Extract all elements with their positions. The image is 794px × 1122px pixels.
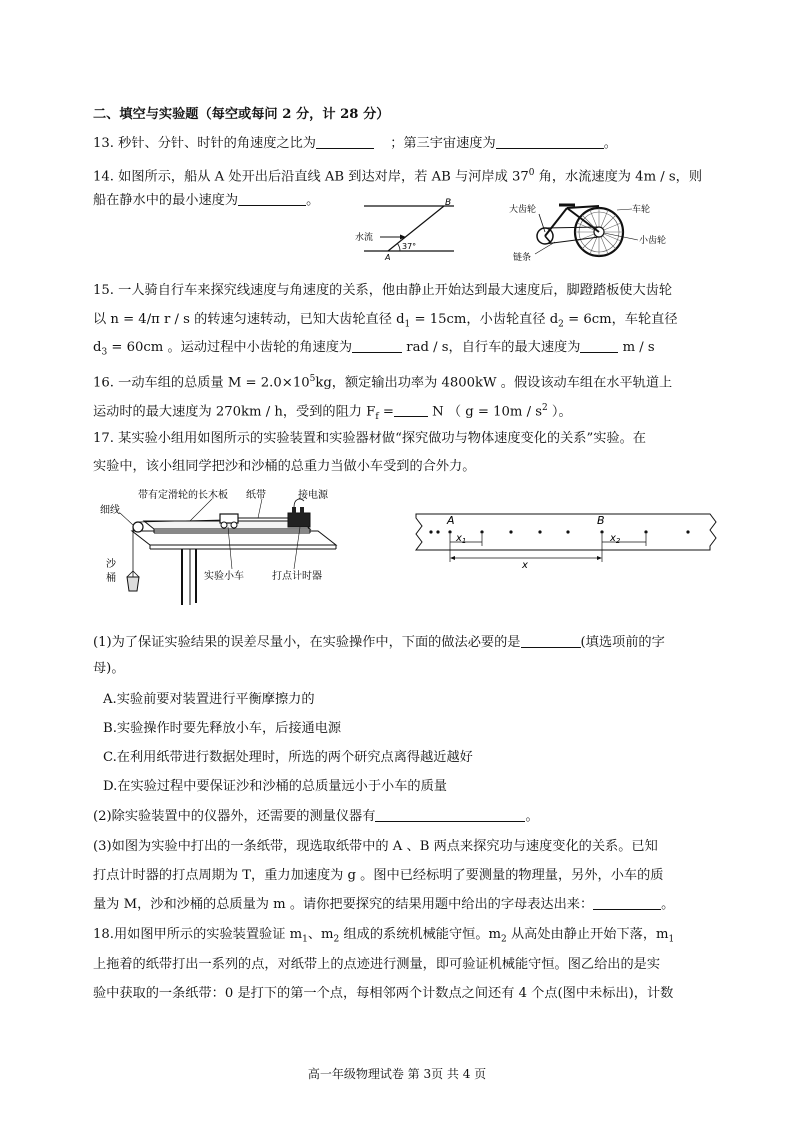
label-cart: 实验小车: [204, 571, 244, 582]
label-board: 带有定滑轮的长木板: [138, 490, 228, 501]
q17-part-1-line-1: (1)为了保证实验结果的误差尽量小，在实验操作中，下面的做法必要的是 (填选项前的字: [93, 635, 665, 650]
q17-part-3-line-2: 打点计时器的打点周期为 T，重力加速度为 g 。图中已经标明了要测量的物理量，另外，小车的质: [93, 868, 664, 883]
question-15-line-2: 以 n = 4/π r / s 的转速匀速转动，已知大齿轮直径 $d_1 = 15cm$，小齿轮直径 $d_2 = 6cm$，车轮直径: [93, 312, 678, 330]
answer-blank[interactable]: [316, 135, 374, 149]
label-B: B: [445, 198, 452, 208]
option-d: D.在实验过程中要保证沙和沙桶的总质量远小于小车的质量: [103, 779, 447, 794]
label-angle: 37°: [402, 242, 417, 251]
q17-part-1-line-2: 母)。: [93, 661, 125, 676]
question-15-line-1: 15. 一人骑自行车来探究线速度与角速度的关系，他由静止开始达到最大速度后，脚蹬踏板使大齿轮: [93, 283, 673, 298]
question-13: 13. 秒针、分针、时针的角速度之比为 ；第三宇宙速度为 。: [93, 136, 617, 151]
label-string: 细线: [100, 505, 120, 516]
label-power: 接电源: [298, 490, 328, 501]
question-15-line-3: $d_3 = 60cm$ 。运动过程中小齿轮的角速度为 rad / s，自行车的最大速度为 m / s: [93, 340, 655, 358]
label-B: B: [597, 514, 605, 527]
page-footer: 高一年级物理试卷 第 3页 共 4 页: [307, 1067, 487, 1081]
answer-blank[interactable]: [521, 634, 581, 648]
question-18-line-3: 验中获取的一条纸带：0 是打下的第一个点，每相邻两个计数点之间还有 4 个点(图中未标出)，计数: [93, 986, 674, 1001]
question-14-line-1: 14. 如图所示，船从 A 处开出后沿直线 AB 到达对岸，若 AB 与河岸成 $37^0$ 角，水流速度为 4m / s，则: [93, 168, 703, 185]
question-16-line-1: 16. 一动车组的总质量 $M = 2.0\times 10^5kg$，额定输出功率为 4800kW 。假设该动车组在水平轨道上: [93, 374, 673, 391]
answer-blank[interactable]: [352, 339, 402, 353]
q17-part-2: (2)除实验装置中的仪器外，还需要的测量仪器有 。: [93, 809, 539, 824]
answer-blank[interactable]: [238, 192, 306, 206]
label-big-gear: 大齿轮: [509, 205, 537, 215]
label-x: x: [522, 560, 528, 571]
label-x1: $x_1$: [456, 533, 467, 545]
answer-blank[interactable]: [496, 135, 604, 149]
bicycle-figure: [505, 196, 675, 266]
label-x2: $x_2$: [610, 533, 621, 545]
label-small-gear: 小齿轮: [639, 236, 667, 246]
label-bucket: 桶: [106, 573, 116, 584]
label-water: 水流: [355, 233, 374, 243]
frame-seat-tube: [545, 208, 567, 236]
paper-tape-figure: [408, 510, 718, 572]
cart: [220, 514, 238, 523]
label-timer: 打点计时器: [272, 571, 322, 582]
q17-part-3-line-3: 量为 M，沙和沙桶的总质量为 m 。请你把要探究的结果用题中给出的字母表达出来： 。: [93, 897, 675, 912]
question-18-line-2: 上拖着的纸带打出一系列的点，对纸带上的点迹进行测量，即可验证机械能守恒。图乙给出的是实: [93, 957, 661, 972]
pulley: [133, 522, 143, 532]
option-b: B.实验操作时要先释放小车，后接通电源: [103, 721, 342, 736]
label-sand: 沙: [106, 559, 116, 570]
spark-timer: [288, 513, 310, 527]
label-tape: 纸带: [246, 490, 266, 501]
question-17-line-2: 实验中，该小组同学把沙和沙桶的总重力当做小车受到的合外力。: [93, 459, 476, 474]
label-wheel: 车轮: [632, 205, 651, 215]
question-16-line-2: 运动时的最大速度为 270km / h，受到的阻力 $F_f = N$ （ $g = 10m / s^2$ ）。: [93, 403, 572, 423]
option-c: C.在利用纸带进行数据处理时，所选的两个研究点离得越近越好: [103, 750, 473, 765]
label-A: A: [385, 253, 391, 262]
label-chain: 链条: [513, 253, 532, 263]
section-title: 二、填空与实验题（每空或每问 2 分，计 28 分）: [93, 107, 390, 122]
apparatus-figure: [100, 487, 340, 605]
question-17-line-1: 17. 某实验小组用如图所示的实验装置和实验器材做“探究做功与物体速度变化的关系”实验。在: [93, 431, 646, 446]
question-14-line-2: 船在静水中的最小速度为 。: [93, 193, 320, 208]
answer-blank[interactable]: [375, 808, 525, 822]
label-A: A: [447, 514, 455, 527]
answer-blank[interactable]: [394, 403, 428, 417]
q17-part-3-line-1: (3)如图为实验中打出的一条纸带，现选取纸带中的 A 、B 两点来探究功与速度变化的关系。已知: [93, 839, 658, 854]
answer-blank[interactable]: [580, 339, 618, 353]
question-18-line-1: 18.用如图甲所示的实验装置验证 $m_1$、$m_2$ 组成的系统机械能守恒。$m_2$ 从高处由静止开始下落，$m_1$: [93, 927, 675, 945]
angle-arc: [398, 244, 400, 251]
sand-bucket: [127, 577, 139, 591]
answer-blank[interactable]: [593, 896, 661, 910]
option-a: A.实验前要对装置进行平衡摩擦力的: [103, 692, 315, 707]
river-boat-figure: [350, 196, 462, 262]
